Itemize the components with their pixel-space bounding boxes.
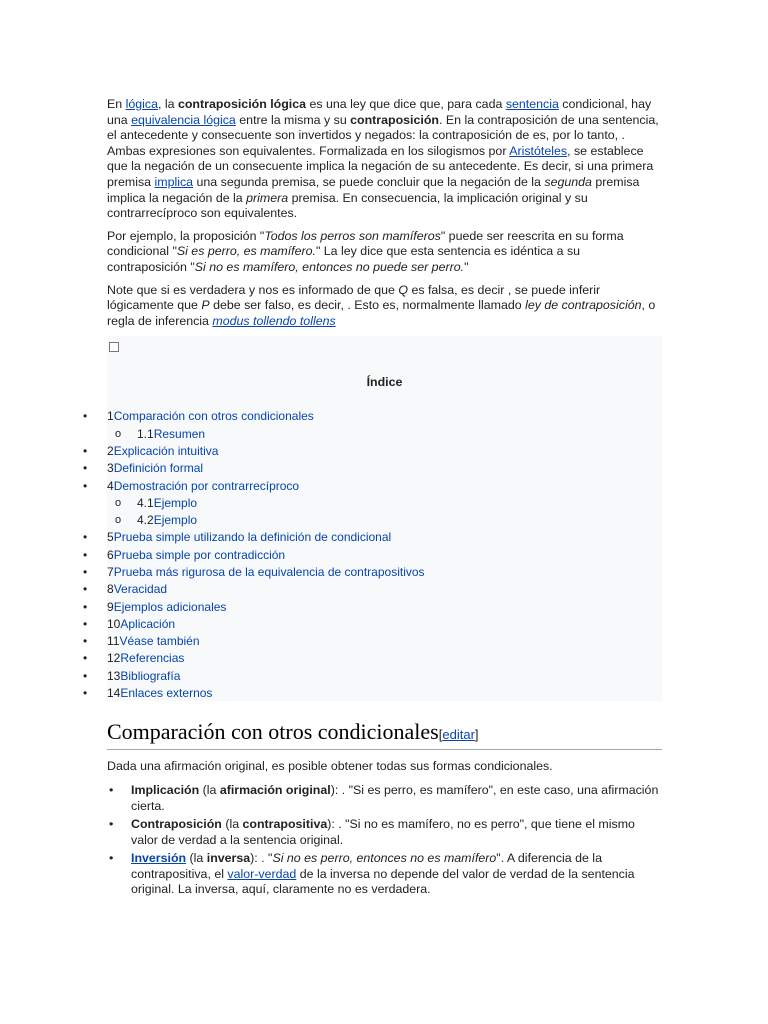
section-heading — [107, 719, 662, 750]
text-italic: primera — [246, 190, 289, 205]
toc-item-number: 8 — [107, 582, 114, 597]
text: debe ser falso, es decir, . Esto es, normalmente llamado — [209, 298, 526, 313]
edit-section — [439, 727, 479, 742]
toc-item-number: 6 — [107, 547, 114, 562]
bullet-icon: • — [83, 668, 88, 683]
toc-item-number: 5 — [107, 530, 114, 545]
bracket: ] — [474, 727, 479, 743]
text: (la — [221, 817, 243, 832]
bullet-icon: • — [83, 530, 88, 545]
toc-item-number: 3 — [107, 461, 114, 476]
text: . En la contraposición de una sentencia, el antecedente y consecuente son invertidos y negados: la contraposición de es, por lo tanto, . Ambas expresiones son equivalentes. Formalizada en los silogismos por — [107, 112, 659, 158]
text-italic: Si no es mamífero, entonces no puede ser perro. — [194, 259, 465, 274]
text: " — [464, 259, 469, 274]
toc-item-link[interactable]: Prueba más rigurosa de la equivalencia de contrapositivos — [113, 564, 425, 579]
bullet-icon: • — [83, 634, 88, 649]
bullet-icon: • — [83, 461, 88, 476]
text: " La ley dice que esta sentencia es idéntica a su contraposición " — [107, 244, 581, 274]
toc-item-number: 14 — [107, 686, 121, 701]
text: premisa implica la negación de la — [107, 174, 640, 205]
toc-item[interactable] — [83, 668, 425, 685]
text: (la — [186, 851, 207, 866]
term-contraposicion: contraposición — [350, 112, 439, 127]
link-logica[interactable]: lógica — [125, 97, 158, 111]
toc-item-number: 11 — [107, 634, 120, 649]
toc-item-link[interactable]: Véase también — [119, 634, 200, 649]
text: es una ley que dice que, para cada — [306, 97, 506, 111]
toc-item[interactable] — [83, 616, 425, 633]
bullet-icon: o — [115, 514, 122, 527]
list-item — [131, 851, 662, 898]
bullet-icon: • — [83, 599, 88, 614]
toc-item-link[interactable]: Ejemplo — [153, 513, 198, 528]
toc-item[interactable] — [83, 547, 425, 564]
toc-item-number: 12 — [107, 651, 121, 666]
toc-item[interactable] — [107, 426, 425, 443]
bullet-icon: • — [83, 582, 88, 597]
toc-item[interactable] — [83, 460, 425, 477]
toc-item-number: 7 — [107, 564, 114, 579]
text-italic: Todos los perros son mamíferos — [264, 228, 441, 243]
toc-item-link[interactable]: Enlaces externos — [120, 686, 213, 701]
list-item — [131, 817, 662, 848]
text: condicional, hay una — [107, 97, 652, 127]
text: ): . " — [250, 851, 273, 866]
text-italic: segunda — [544, 174, 592, 189]
term: Contraposición — [131, 817, 222, 832]
text-italic: ley de contraposición — [525, 298, 642, 313]
text-italic: Q — [398, 282, 408, 297]
bullet-icon: • — [83, 651, 88, 666]
section-intro: Dada una afirmación original, es posible obtener todas sus formas condicionales. — [107, 759, 553, 774]
bracket: [ — [438, 727, 443, 743]
text: , la — [157, 97, 178, 111]
link-sentencia[interactable]: sentencia — [505, 97, 559, 111]
toc-item-link[interactable]: Explicación intuitiva — [113, 443, 219, 458]
bullet-icon: • — [83, 686, 88, 701]
term: contrapositiva — [242, 817, 328, 832]
article-body — [83, 97, 662, 901]
text: , se establece que la negación de un consecuente implica la negación de su antecedente. Es decir, si una primera premisa — [107, 143, 654, 189]
toc-item-number: 13 — [107, 668, 121, 683]
toc-item[interactable] — [83, 408, 425, 425]
toc-item-link[interactable]: Aplicación — [120, 616, 176, 631]
text: de la inversa no depende del valor de verdad de la sentencia original. La inversa, aquí, claramente no es verdadera. — [131, 866, 635, 897]
toc-item[interactable] — [83, 564, 425, 581]
toc-item-link[interactable]: Prueba simple utilizando la definición de condicional — [113, 530, 392, 545]
toc-list — [83, 408, 425, 702]
term: inversa — [206, 851, 251, 866]
text: es falsa, es decir , se puede inferir lógicamente que — [107, 282, 601, 313]
text-italic: Si no es perro, entonces no es mamífero — [272, 851, 497, 866]
link-valor-verdad[interactable]: valor-verdad — [227, 866, 297, 881]
toc-item[interactable] — [83, 581, 425, 598]
intro-paragraph-1 — [107, 97, 662, 222]
text: En — [107, 97, 126, 111]
text: ". A diferencia de la contrapositiva, el — [131, 851, 602, 881]
toc-item-link[interactable]: Comparación con otros condicionales — [113, 409, 314, 424]
edit-link[interactable]: editar — [442, 727, 475, 743]
term-contraposicion-logica: contraposición lógica — [177, 97, 307, 111]
link-inversion[interactable] — [131, 851, 186, 865]
text: ): . "Si no es mamífero, no es perro", que tiene el mismo valor de verdad a la sentencia original. — [131, 817, 635, 847]
bullet-icon: • — [83, 564, 88, 579]
toc-item[interactable] — [83, 650, 425, 667]
text-italic: P — [201, 298, 210, 313]
toc-item-link[interactable]: Referencias — [120, 651, 185, 666]
toc-item-link[interactable]: Bibliografía — [120, 668, 181, 683]
link-equivalencia-logica[interactable]: equivalencia lógica — [131, 112, 236, 127]
section-title: Comparación con otros condicionales — [107, 719, 439, 745]
link-aristoteles[interactable]: Aristóteles — [509, 143, 568, 158]
bullet-icon: o — [115, 427, 122, 440]
text: " puede ser reescrita en su forma condicional " — [107, 228, 624, 259]
link-text: Inversión — [131, 851, 187, 866]
intro-paragraph-3 — [107, 283, 662, 330]
bullet-icon: • — [83, 616, 88, 631]
toc-item[interactable] — [83, 529, 425, 546]
text: (la — [199, 782, 220, 797]
toc-item[interactable] — [83, 443, 425, 460]
toc-item[interactable] — [83, 633, 425, 650]
conditional-forms-list — [107, 783, 662, 898]
text-italic: Si es perro, es mamífero. — [176, 244, 316, 259]
text: una segunda premisa, se puede concluir que la negación de la — [193, 174, 545, 189]
bullet-icon: • — [83, 409, 88, 424]
text: premisa. En consecuencia, la implicación original y su contrarrecíproco son equivalentes. — [107, 190, 588, 221]
list-item — [131, 783, 662, 814]
toc-item-number: 10 — [107, 616, 121, 631]
bullet-icon: • — [83, 547, 88, 562]
term: Implicación — [131, 782, 200, 797]
link-implica[interactable]: implica — [154, 174, 194, 189]
toc-item-number: 2 — [107, 443, 114, 458]
table-of-contents — [83, 336, 662, 701]
toc-item-number: 1.1 — [137, 426, 154, 441]
toc-title: Índice — [366, 375, 403, 390]
toc-item[interactable] — [83, 685, 425, 702]
toc-item-link[interactable]: Ejemplo — [153, 495, 198, 510]
toc-item-number: 4.1 — [137, 495, 154, 510]
text: entre la misma y su — [235, 112, 351, 127]
toc-item-number: 1 — [107, 409, 114, 424]
text: Por ejemplo, la proposición " — [107, 228, 265, 243]
bullet-icon: o — [115, 496, 122, 509]
text: ): . "Si es perro, es mamífero", en este caso, una afirmación cierta. — [131, 782, 659, 813]
toc-item-link[interactable]: Demostración por contrarrecíproco — [113, 478, 300, 493]
bullet-icon: • — [83, 443, 88, 458]
link-text: modus tollendo tollens — [212, 313, 336, 328]
toc-item-number: 4.2 — [137, 513, 154, 528]
toc-toggle-checkbox[interactable] — [109, 342, 119, 352]
toc-item[interactable] — [107, 512, 425, 529]
intro-paragraph-2 — [107, 229, 662, 276]
toc-item-link[interactable]: Ejemplos adicionales — [113, 599, 227, 614]
toc-item-link[interactable]: Definición formal — [113, 461, 204, 476]
term: afirmación original — [219, 782, 331, 797]
link-modus-tollendo-tollens[interactable] — [212, 314, 335, 328]
toc-item-number: 4 — [107, 478, 114, 493]
text: Note que si es verdadera y nos es informado de que — [107, 282, 399, 297]
toc-item-number: 9 — [107, 599, 114, 614]
toc-item-link[interactable]: Resumen — [153, 426, 206, 441]
toc-item[interactable] — [83, 599, 425, 616]
toc-item[interactable] — [107, 495, 425, 512]
text: , o regla de inferencia — [107, 298, 656, 328]
bullet-icon: • — [83, 478, 88, 493]
toc-item-link[interactable]: Veracidad — [113, 582, 168, 597]
toc-item-link[interactable]: Prueba simple por contradicción — [113, 547, 286, 562]
toc-item[interactable] — [83, 478, 425, 495]
